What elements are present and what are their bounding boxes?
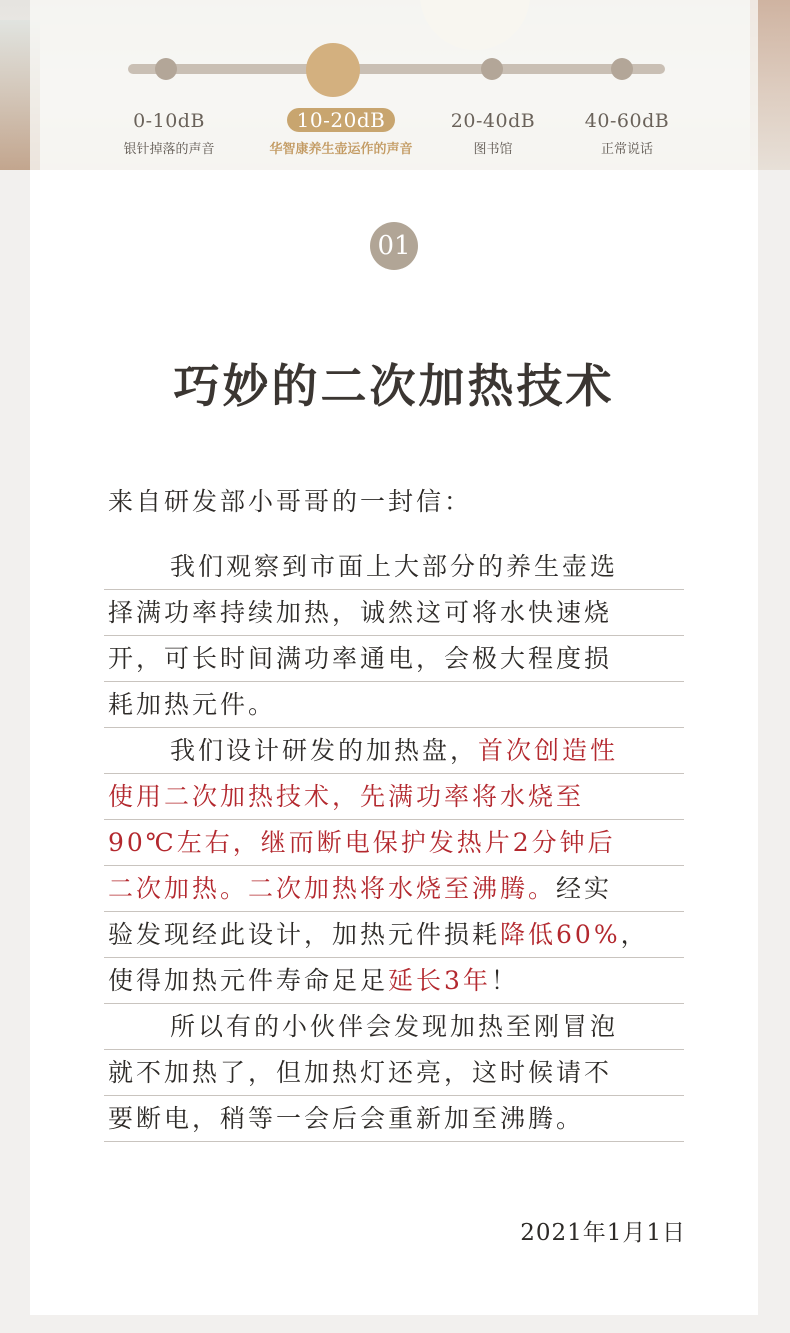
letter-line: 择满功率持续加热，诚然这可将水快速烧 [104, 590, 684, 636]
highlight-text: 降低60% [500, 920, 621, 949]
letter-date: 2021年1月1日 [520, 1220, 686, 1246]
highlight-text: 使用二次加热技术，先满功率将水烧至 [108, 782, 585, 811]
letter-line: 耗加热元件。 [104, 682, 684, 728]
level-desc: 银针掉落的声音 [123, 142, 215, 157]
letter-line: 就不加热了，但加热灯还亮，这时候请不 [104, 1050, 684, 1096]
letter-line: 所以有的小伙伴会发现加热至刚冒泡 [104, 1004, 684, 1050]
letter-card [30, 170, 758, 1315]
level-marker-0-10 [155, 58, 177, 80]
letter-line: 我们设计研发的加热盘，首次创造性 [104, 728, 684, 774]
level-marker-40-60 [611, 58, 633, 80]
noise-level-banner [0, 0, 790, 170]
letter-line [104, 820, 684, 866]
level-db: 20-40dB [450, 110, 536, 132]
level-label-40-60 [537, 108, 717, 157]
level-desc: 正常说话 [600, 142, 653, 157]
noise-level-track [128, 64, 665, 74]
letter-line: 验发现经此设计，加热元件损耗降低60%， [104, 912, 684, 958]
level-marker-20-40 [481, 58, 503, 80]
letter-line: 要断电，稍等一会后会重新加至沸腾。 [104, 1096, 684, 1142]
level-db-active: 10-20dB [287, 108, 396, 132]
level-marker-10-20-active [306, 43, 360, 97]
section-heading: 巧妙的二次加热技术 [173, 359, 615, 413]
letter-line: 使得加热元件寿命足足延长3年！ [104, 958, 684, 1004]
level-label-0-10 [79, 108, 259, 157]
level-desc: 图书馆 [473, 142, 513, 157]
section-number-badge: 01 [370, 222, 418, 270]
level-db: 40-60dB [584, 110, 670, 132]
letter-line: 二次加热。二次加热将水烧至沸腾。经实 [104, 866, 684, 912]
level-db: 0-10dB [133, 110, 205, 132]
highlight-text: 90℃左右，继而断电保护发热片2分钟后 [108, 828, 616, 857]
letter-body [104, 544, 684, 1142]
highlight-text: 二次加热。二次加热将水烧至沸腾。 [108, 874, 557, 903]
letter-greeting: 来自研发部小哥哥的一封信： [108, 487, 473, 516]
letter-line: 我们观察到市面上大部分的养生壶选 [104, 544, 684, 590]
highlight-text: 首次创造性 [478, 736, 619, 765]
letter-line: 开，可长时间满功率通电，会极大程度损 [104, 636, 684, 682]
highlight-text: 延长3年 [388, 966, 491, 995]
level-desc-active: 华智康养生壶运作的声音 [269, 142, 413, 157]
letter-line [104, 774, 684, 820]
